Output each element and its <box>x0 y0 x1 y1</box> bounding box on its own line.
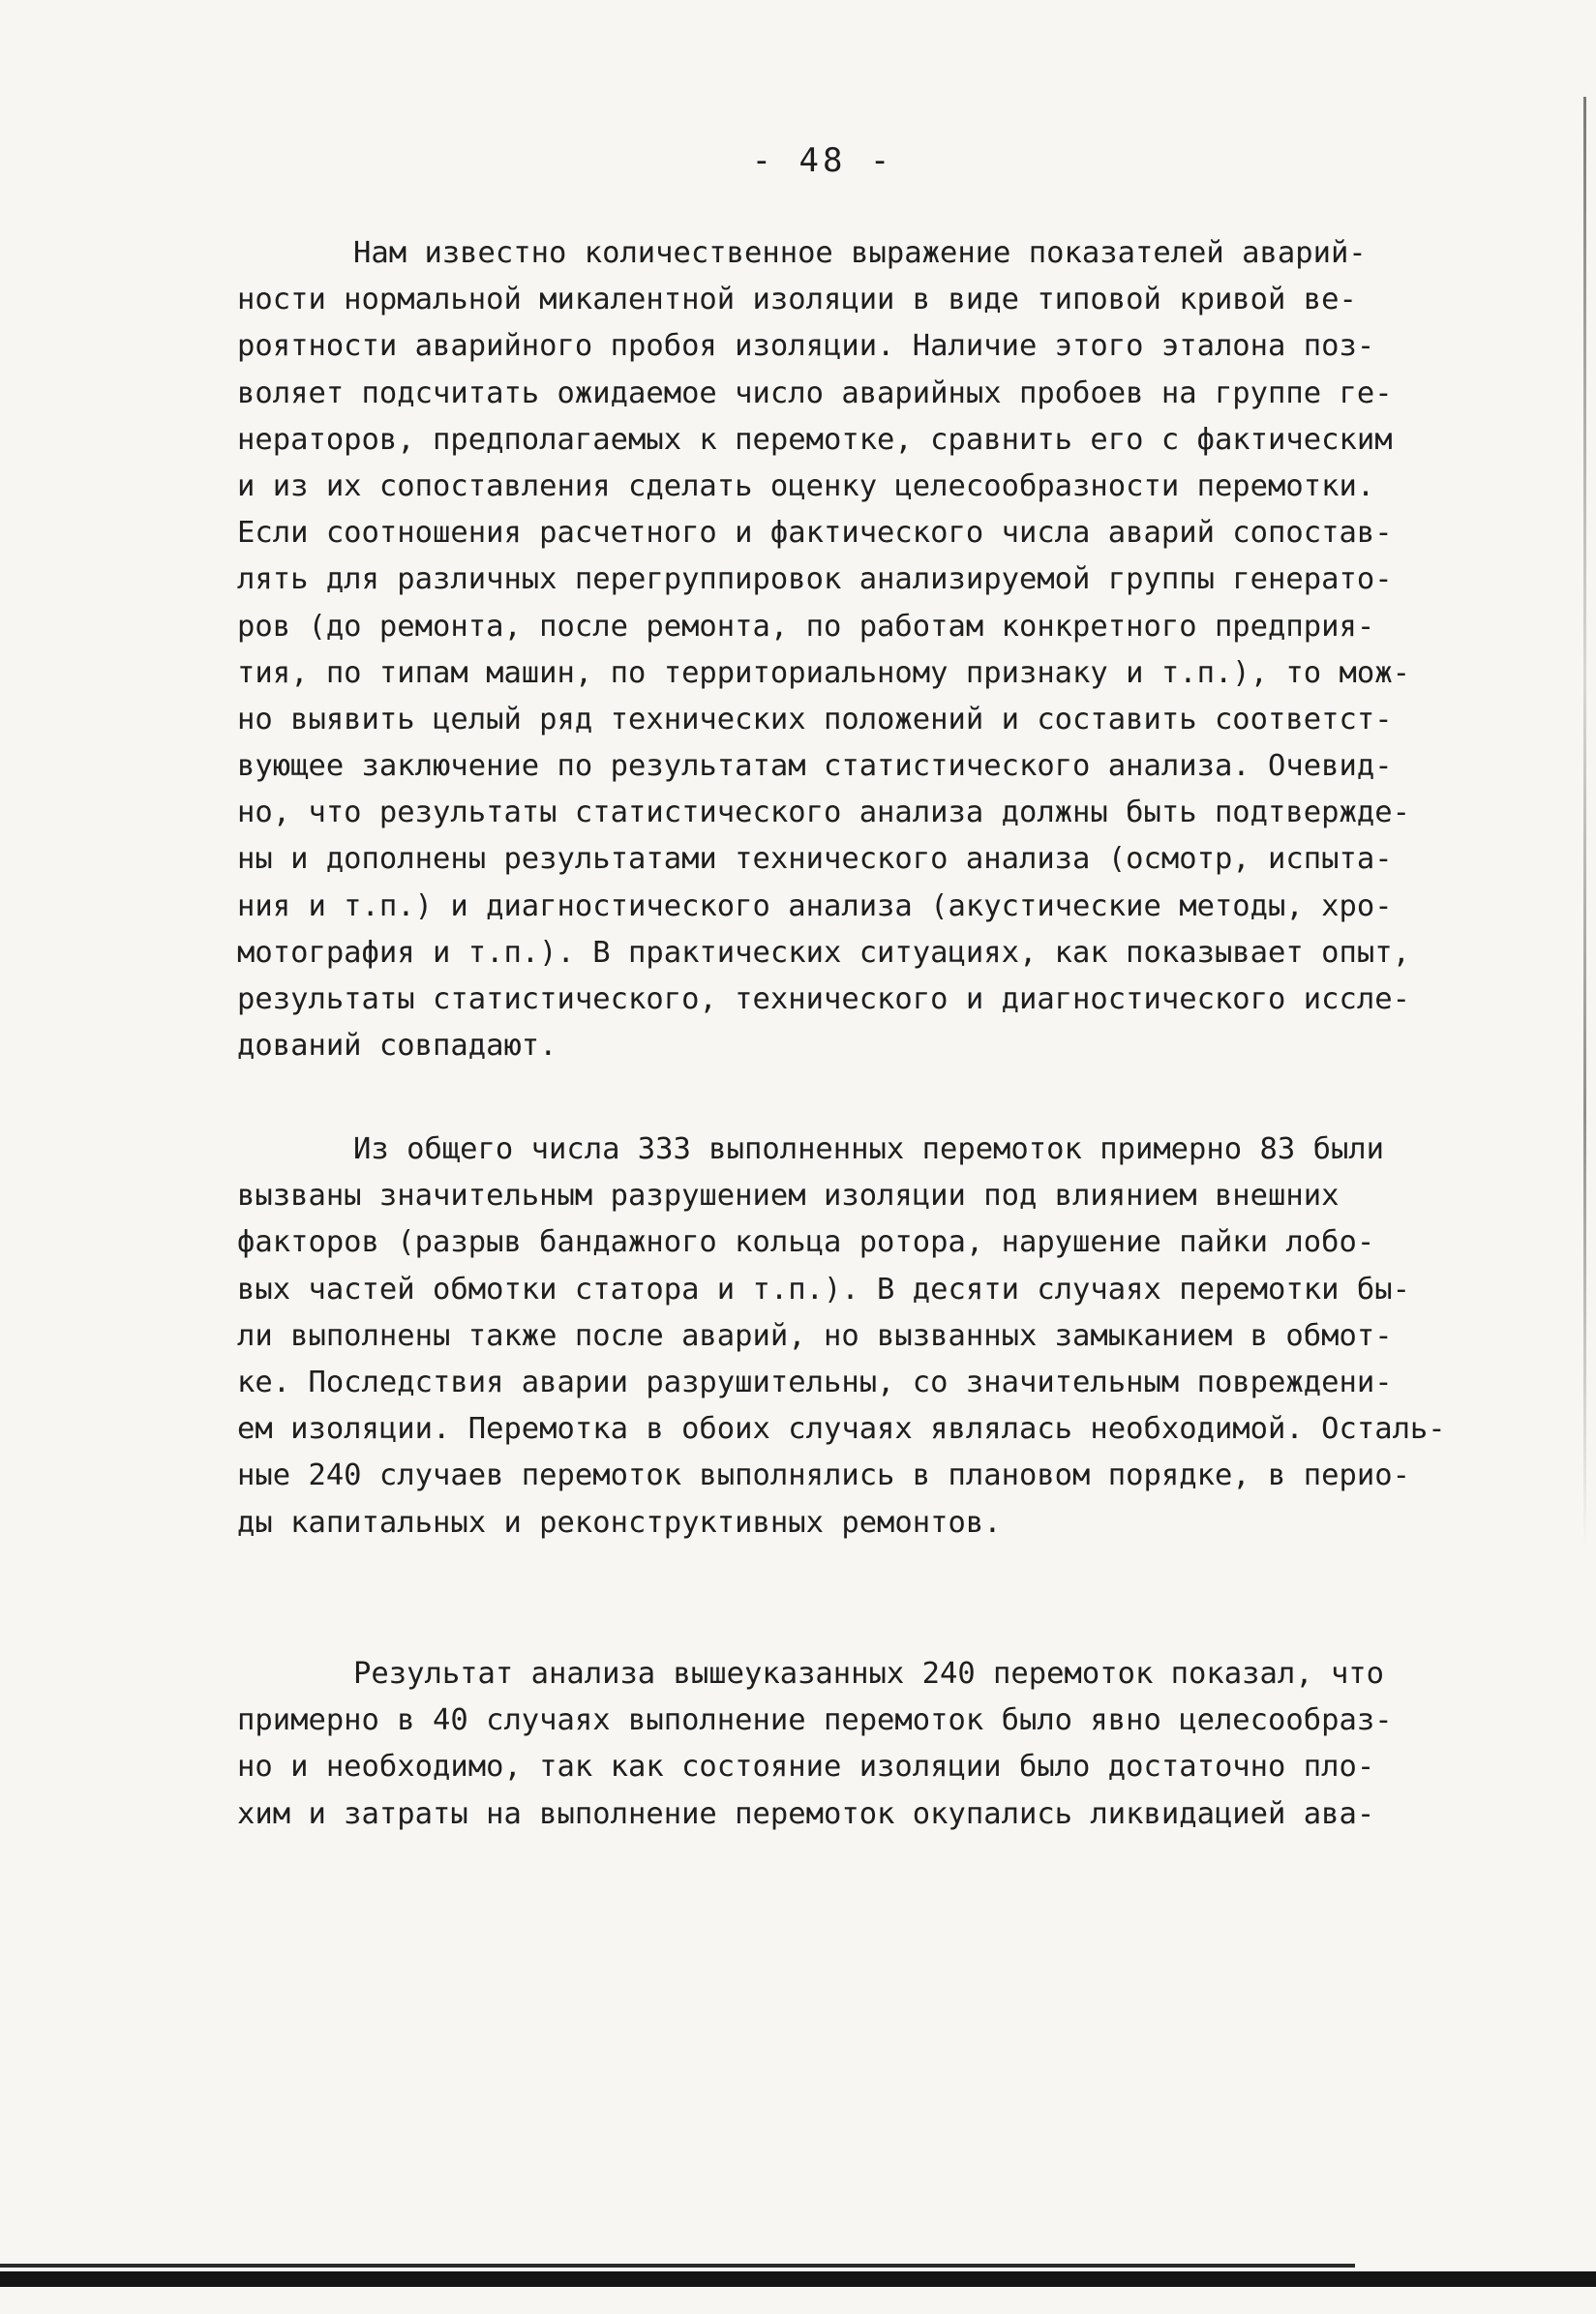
text-line: ем изоляции. Перемотка в обоих случаях являлась необходимой. Осталь- <box>237 1412 1446 1447</box>
text-line: вых частей обмотки статора и т.п.). В десяти случаях перемотки бы- <box>237 1272 1410 1307</box>
scan-edge-shadow <box>1583 97 1586 1548</box>
paragraph-3 <box>237 1651 1495 1838</box>
text-line: ли выполнены также после аварий, но вызванных замыканием в обмот- <box>237 1318 1393 1353</box>
text-line: результаты статистического, технического и диагностического иссле- <box>237 982 1410 1016</box>
text-line: ды капитальных и реконструктивных ремонтов. <box>237 1505 1002 1540</box>
text-line: вующее заключение по результатам статистического анализа. Очевид- <box>237 749 1393 784</box>
text-line: и из их сопоставления сделать оценку целесообразности перемотки. <box>237 468 1375 503</box>
text-line: Нам известно количественное выражение показателей аварий- <box>353 236 1367 270</box>
text-line: Если соотношения расчетного и фактического числа аварий сопостав- <box>237 516 1393 551</box>
text-line: лять для различных перегруппировок анализируемой группы генерато- <box>237 562 1393 597</box>
scan-bottom-edge-thin <box>0 2264 1355 2268</box>
text-line: ные 240 случаев перемоток выполнялись в плановом порядке, в перио- <box>237 1458 1410 1493</box>
text-line: но выявить целый ряд технических положений и составить соответст- <box>237 702 1393 736</box>
text-line: хим и затраты на выполнение перемоток окупались ликвидацией ава- <box>237 1796 1375 1831</box>
scan-bottom-edge <box>0 2271 1596 2287</box>
text-line: вызваны значительным разрушением изоляции под влиянием внешних <box>237 1179 1340 1214</box>
text-line: примерно в 40 случаях выполнение перемоток было явно целесообраз- <box>237 1703 1393 1738</box>
text-line: но, что результаты статистического анализа должны быть подтвержде- <box>237 796 1410 830</box>
text-line: ны и дополнены результатами технического анализа (осмотр, испыта- <box>237 842 1393 877</box>
text-line: но и необходимо, так как состояние изоляции было достаточно пло- <box>237 1750 1375 1785</box>
text-line: нераторов, предполагаемых к перемотке, сравнить его с фактическим <box>237 422 1393 457</box>
text-line: ров (до ремонта, после ремонта, по работам конкретного предприя- <box>237 609 1375 644</box>
text-line: ке. Последствия аварии разрушительны, со значительным повреждени- <box>237 1365 1393 1399</box>
text-line: Результат анализа вышеуказанных 240 перемоток показал, что <box>353 1657 1385 1691</box>
text-line: факторов (разрыв бандажного кольца ротора, нарушение пайки лобо- <box>237 1225 1375 1260</box>
paragraph-2 <box>237 1127 1495 1547</box>
text-line: воляет подсчитать ожидаемое число аварийных пробоев на группе ге- <box>237 376 1393 410</box>
text-line: ности нормальной микалентной изоляции в виде типовой кривой ве- <box>237 283 1357 317</box>
paragraph-1 <box>237 230 1495 1069</box>
text-line: роятности аварийного пробоя изоляции. Наличие этого эталона поз- <box>237 329 1375 364</box>
text-line: дований совпадают. <box>237 1029 557 1064</box>
text-line: Из общего числа 333 выполненных перемоток примерно 83 были <box>353 1132 1385 1166</box>
text-line: мотография и т.п.). В практических ситуациях, как показывает опыт, <box>237 935 1410 970</box>
page-number: - 48 - <box>751 141 894 180</box>
text-line: тия, по типам машин, по территориальному признаку и т.п.), то мож- <box>237 655 1410 690</box>
text-line: ния и т.п.) и диагностического анализа (акустические методы, хро- <box>237 888 1393 923</box>
